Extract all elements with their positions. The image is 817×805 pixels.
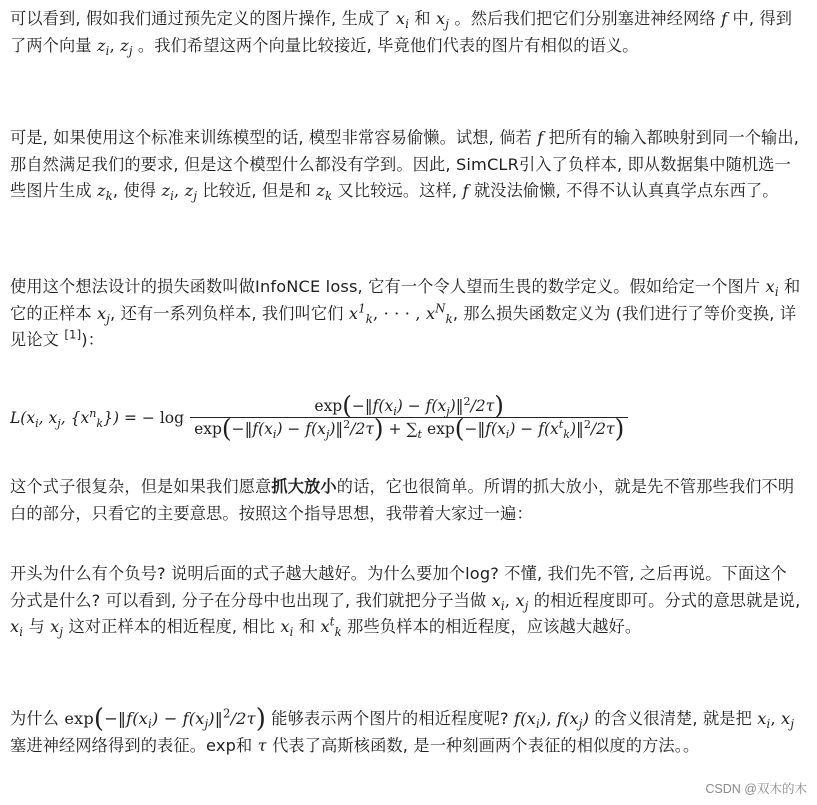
math-tau: τ [257, 735, 267, 755]
math-zi-zj: $z_i$, $z_j$ [161, 181, 198, 204]
math-xi: $x_i$ [10, 617, 24, 640]
text-span: 中, 得到了两个向量 [10, 9, 793, 55]
text-span: 能够表示两个图片的相近程度呢? [271, 709, 509, 728]
math-xi: $x_i$ [280, 617, 294, 640]
text-span: 这对正样本的相近程度, 相比 [68, 617, 276, 636]
paragraph-infonce-intro [10, 274, 802, 354]
math-fxi-fxj: $f(x_i)$, $f(x_j)$ [514, 709, 590, 732]
text-span: 的相近程度即可。分式的意思就是说, [533, 590, 801, 610]
math-exp-term: $\exp(-‖f(x_i)$ − $f(x_j)‖^2/2\tau$) [64, 704, 266, 735]
text-span: 和它的正样本 [10, 277, 801, 323]
text-span: 比较近, 但是和 [202, 181, 312, 200]
text-span: 开头为什么有个负号? 说明后面的式子越大越好。为什么要加个log? 不懂, 我们先不管, 之后再说。下面这个分式是什么? 可以看到, 分子在分母中也出现了, 我们就把分子当做 [10, 564, 787, 610]
math-f: f [462, 181, 469, 200]
csdn-watermark: CSDN @双木的木 [705, 782, 807, 796]
text-span: )： [81, 330, 105, 349]
math-f: f [537, 128, 544, 147]
text-span: 与 [28, 617, 45, 636]
text-span: 塞进神经网络得到的表征。exp和 [10, 735, 253, 755]
text-span: 使用这个想法设计的损失函数叫做InfoNCE loss, 它有一个令人望而生畏的数学定义。假如给定一个图片 [10, 277, 761, 296]
math-xi-xj: $x_i$, $x_j$ [757, 709, 795, 732]
paragraph-negative-samples [10, 125, 802, 205]
math-xj: $x_j$ [96, 303, 111, 326]
equation-lhs: $L(x_i$, $x_j$, $\{x^n_k\}$) = − log [10, 406, 185, 430]
math-xj: $x_j$ [50, 617, 64, 640]
text-span: 和 [298, 617, 316, 636]
math-negative-list: $x^1_k$, · · · , $x^N_k$ [348, 301, 453, 326]
math-xkt: $x^t_k$ [320, 614, 342, 640]
text-span: 把所有的输入都映射到同一个输出, 那自然满足我们的要求, 但是这个模型什么都没有学到。因此, SimCLR引入了负样本, 即从数据集中随机选一些图片生成 [10, 128, 800, 200]
text-span: 代表了高斯核函数, 是一种刻画两个表征的相似度的方法。。 [272, 735, 700, 755]
math-xi: $x_i$ [765, 277, 779, 300]
math-f: f [721, 9, 728, 28]
math-xj: $x_j$ [436, 9, 450, 32]
paragraph-simplify [10, 474, 802, 527]
math-zi-zj: $z_i$, $z_j$ [96, 35, 133, 58]
paragraph-walkthrough [10, 561, 802, 641]
text-span: 的话，它也很简单。所谓的抓大放小，就是先不管那些我们不明白的部分，只看它的主要意思。按照这个指导思想，我带着大家过一遍： [10, 477, 795, 523]
text-span: 。然后我们把它们分别塞进神经网络 [454, 9, 716, 28]
text-span: , 还有一系列负样本, 我们叫它们 [110, 303, 344, 323]
infonce-loss-equation [10, 375, 790, 460]
text-span: 可以看到, 假如我们通过预先定义的图片操作, 生成了 [10, 9, 391, 28]
equation-numerator: $\exp(-‖f(x_i)$ − $f(x_j)‖^2/2\tau$) [190, 395, 628, 418]
math-zk: $z_k$ [316, 181, 333, 204]
emphasis-text: 抓大放小 [271, 477, 337, 496]
math-xi: $x_i$ [395, 9, 410, 32]
text-span: 可是, 如果使用这个标准来训练模型的话, 模型非常容易偷懒。试想, 倘若 [10, 128, 532, 147]
text-span: 那些负样本的相近程度，应该越大越好。 [347, 617, 642, 636]
text-span: 和 [414, 9, 431, 28]
text-span: 就没法偷懒, 不得不认认真真学点东西了。 [473, 181, 779, 200]
text-span: 的含义很清楚, 就是把 [594, 709, 752, 728]
paragraph-augmented-views [10, 6, 802, 59]
citation-ref[interactable]: [1] [64, 327, 82, 342]
equation-denominator: $\exp(-‖f(x_i)$ − $f(x_j)‖^2/2\tau) + \sum_t$ $\exp(-‖f(x_i)$ − $f(x^t_k)‖^2/2\tau$) [194, 413, 625, 443]
math-zk: $z_k$ [96, 181, 113, 204]
equation-fraction [190, 390, 628, 443]
text-span: 。我们希望这两个向量比较接近, 毕竟他们代表的图片有相似的语义。 [137, 35, 639, 55]
paragraph-gaussian-kernel [10, 706, 802, 759]
text-span: 又比较远。这样, [337, 181, 458, 200]
text-span: 这个式子很复杂，但是如果我们愿意 [10, 477, 272, 496]
text-span: , 使得 [112, 181, 157, 200]
text-span: 为什么 [10, 709, 60, 728]
text-span: , 那么损失函数定义为 (我们进行了等价变换, 详见论文 [10, 303, 797, 349]
math-xi-xj: $x_i$, $x_j$ [491, 590, 529, 613]
